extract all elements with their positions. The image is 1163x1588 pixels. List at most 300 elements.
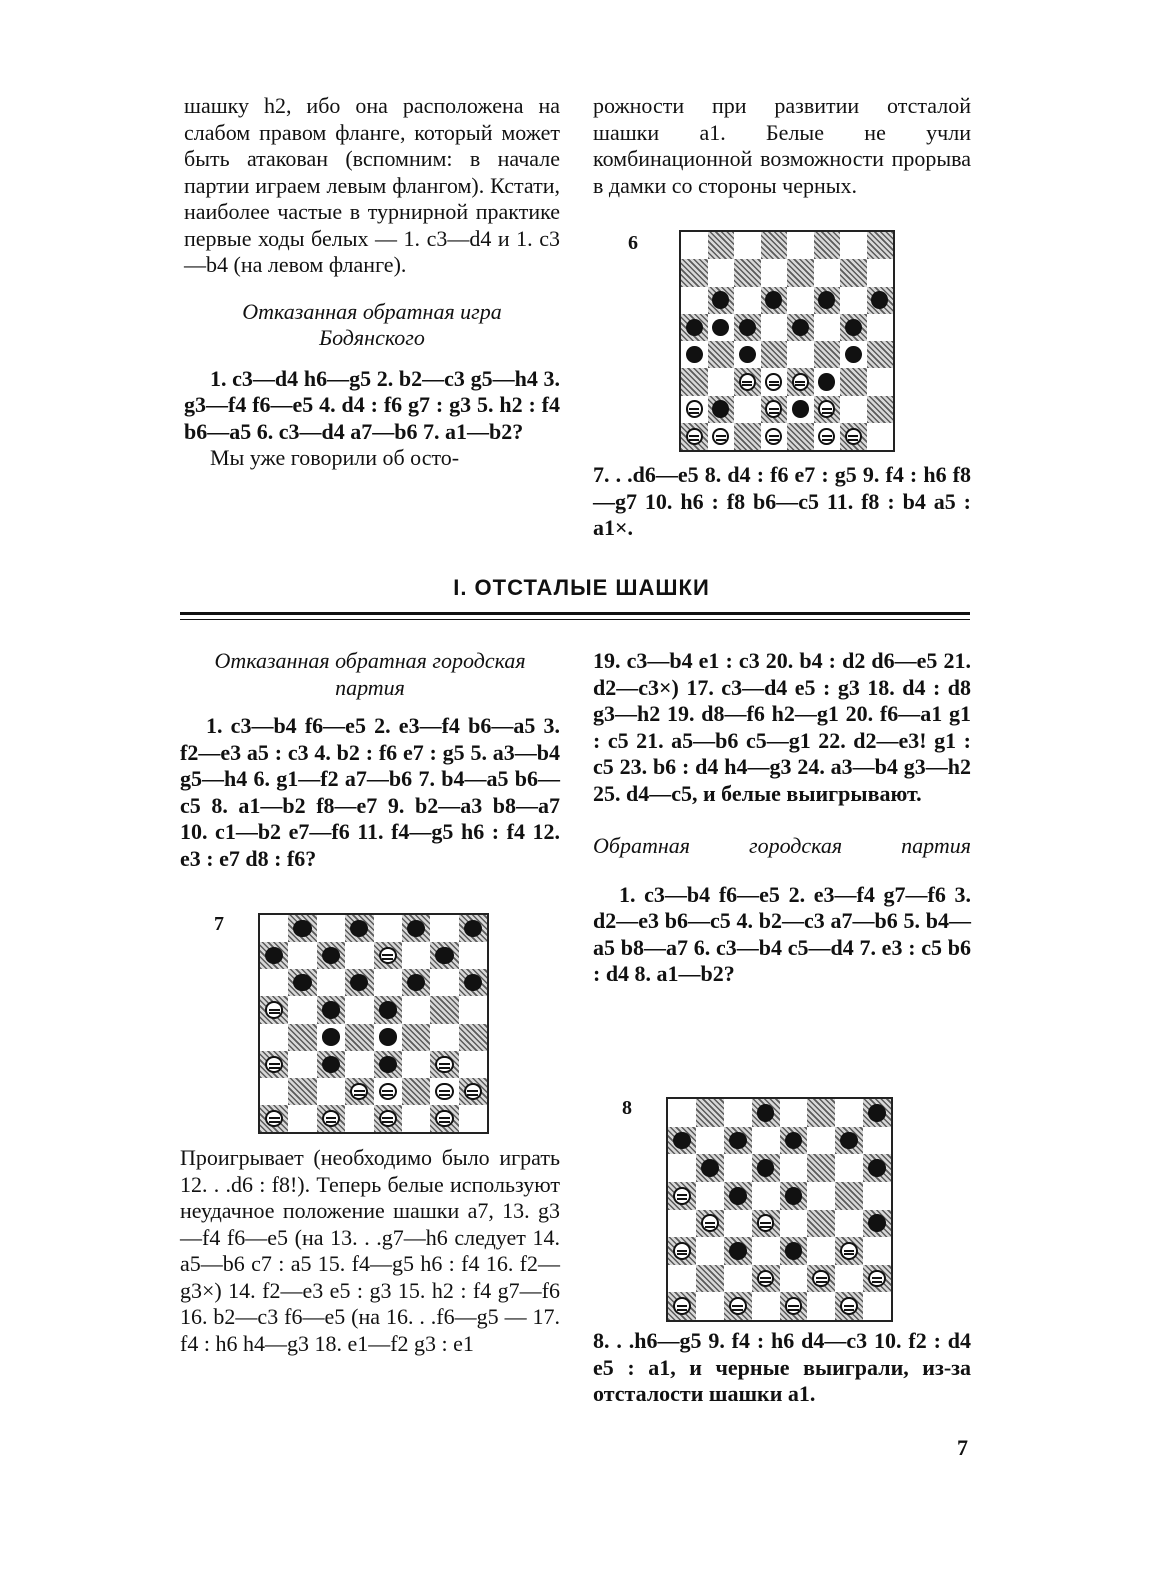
board-square [814, 314, 841, 341]
board-square [696, 1237, 724, 1265]
board-square [807, 1099, 835, 1127]
board-square [863, 1099, 891, 1127]
black-checker [757, 1159, 775, 1177]
board-square [459, 969, 487, 996]
white-checker [350, 1083, 368, 1100]
board-square [787, 232, 814, 259]
bottom-right-column [593, 648, 971, 988]
white-checker [435, 1083, 453, 1100]
board-square [430, 969, 458, 996]
white-checker [673, 1297, 691, 1315]
board-square [814, 368, 841, 395]
board-square [374, 1051, 402, 1078]
white-checker [785, 1297, 803, 1315]
board-square [260, 942, 288, 969]
board-square [317, 1024, 345, 1051]
board-square [681, 341, 708, 368]
white-checker [673, 1187, 691, 1205]
black-checker [686, 319, 703, 336]
black-checker [686, 346, 703, 363]
board-square [696, 1265, 724, 1293]
board-square [681, 423, 708, 450]
board-square [752, 1265, 780, 1293]
board-square [835, 1099, 863, 1127]
black-checker [379, 1001, 397, 1018]
black-checker [729, 1187, 747, 1205]
board-square [668, 1292, 696, 1320]
black-checker [729, 1132, 747, 1150]
black-checker [818, 373, 835, 390]
black-checker [868, 1104, 886, 1122]
black-checker [785, 1132, 803, 1150]
board-square [459, 1078, 487, 1105]
white-checker [792, 373, 809, 390]
black-checker [845, 319, 862, 336]
white-checker [729, 1297, 747, 1315]
board-square [780, 1127, 808, 1155]
board-square [780, 1182, 808, 1210]
white-checker [265, 1001, 283, 1018]
board-square [787, 259, 814, 286]
white-checker [845, 428, 862, 445]
board-square [780, 1237, 808, 1265]
black-checker [322, 1056, 340, 1073]
board-square [807, 1210, 835, 1238]
board-square [459, 942, 487, 969]
board-square [317, 915, 345, 942]
board-square [708, 423, 735, 450]
board-square [374, 1078, 402, 1105]
board-square [459, 1024, 487, 1051]
board-square [374, 969, 402, 996]
board-square [724, 1154, 752, 1182]
board-square [402, 1105, 430, 1132]
black-checker [322, 1028, 340, 1045]
board-square [708, 341, 735, 368]
board-square [780, 1099, 808, 1127]
white-checker [712, 428, 729, 445]
board-square [814, 341, 841, 368]
board-square [681, 396, 708, 423]
board-square [835, 1237, 863, 1265]
board-8 [666, 1097, 893, 1322]
board-square [345, 996, 373, 1023]
board-square [459, 915, 487, 942]
board-square [734, 314, 761, 341]
board-7-label: 7 [214, 913, 224, 935]
white-checker [757, 1214, 775, 1232]
board-square [430, 1024, 458, 1051]
white-checker [765, 428, 782, 445]
black-checker [379, 1028, 397, 1045]
board-square [317, 1078, 345, 1105]
black-checker [739, 319, 756, 336]
board-square [430, 1105, 458, 1132]
board-square [787, 341, 814, 368]
board-square [724, 1237, 752, 1265]
heading-rule-thin [180, 619, 970, 620]
white-checker [379, 947, 397, 964]
board-square [374, 942, 402, 969]
board-square [807, 1265, 835, 1293]
black-checker [757, 1104, 775, 1122]
board-square [317, 942, 345, 969]
page-number: 7 [957, 1435, 968, 1460]
board-square [374, 996, 402, 1023]
board-square [681, 259, 708, 286]
board-square [780, 1154, 808, 1182]
white-checker [379, 1083, 397, 1100]
black-checker [729, 1242, 747, 1260]
white-checker [765, 400, 782, 417]
white-checker [765, 373, 782, 390]
board-square [807, 1127, 835, 1155]
board-square [807, 1182, 835, 1210]
board-square [761, 396, 788, 423]
board-square [459, 1105, 487, 1132]
board-square [840, 287, 867, 314]
board-square [345, 1078, 373, 1105]
board-square [807, 1154, 835, 1182]
board-square [835, 1292, 863, 1320]
board-square [317, 1105, 345, 1132]
white-checker [464, 1083, 482, 1100]
board-square [696, 1154, 724, 1182]
board-square [288, 1078, 316, 1105]
board-square [696, 1182, 724, 1210]
top-right-paragraph: рожности при развитии отсталой шашки a1. Белые не учли комбинационной возможности прорыва в дамки со стороны черных. [593, 93, 971, 198]
board-6-label: 6 [628, 232, 638, 254]
board-square [840, 423, 867, 450]
board-square [867, 232, 894, 259]
board-square [787, 423, 814, 450]
board-square [288, 996, 316, 1023]
white-checker [265, 1110, 283, 1127]
board-square [734, 396, 761, 423]
board-square [681, 368, 708, 395]
bottom-right-moves: 19. c3—b4 e1 : c3 20. b4 : d2 d6—e5 21. d2—c3×) 17. c3—d4 e5 : g3 18. d4 : d8 g3—h2 19. d8—f6 h2—g1 20. f6—a1 g1 : c5 21. a5—b6 c5—g1 22. d2—e3! g1 : c5 23. b6 : d4 h4—g3 24. a3—b4 g3—h2 25. d4—c5, и белые выигрывают. [593, 648, 971, 806]
board-square [668, 1127, 696, 1155]
board-square [696, 1127, 724, 1155]
white-checker [818, 400, 835, 417]
board-square [752, 1292, 780, 1320]
board-square [724, 1182, 752, 1210]
board-square [459, 996, 487, 1023]
board-square [761, 341, 788, 368]
white-checker [379, 1110, 397, 1127]
board-square [867, 314, 894, 341]
board-square [761, 287, 788, 314]
board-square [761, 232, 788, 259]
board-square [668, 1154, 696, 1182]
board-square [734, 259, 761, 286]
board-square [288, 915, 316, 942]
section-heading: I. ОТСТАЛЫЕ ШАШКИ [453, 575, 710, 600]
white-checker [701, 1214, 719, 1232]
board-square [780, 1210, 808, 1238]
white-checker [435, 1110, 453, 1127]
board-square [708, 396, 735, 423]
board-square [708, 259, 735, 286]
board-square [724, 1265, 752, 1293]
black-checker [322, 1001, 340, 1018]
board-square [681, 287, 708, 314]
moves-bodyansky: 1. c3—d4 h6—g5 2. b2—c3 g5—h4 3. g3—f4 f6—e5 4. d4 : f6 g7 : g3 5. h2 : f4 b6—a5 6. c3—d4 a7—b6 7. a1—b2? [184, 365, 560, 444]
board-square [807, 1237, 835, 1265]
board-square [863, 1210, 891, 1238]
board-square [681, 232, 708, 259]
board-square [345, 1051, 373, 1078]
white-checker [757, 1270, 775, 1288]
board-square [807, 1292, 835, 1320]
board-square [260, 1078, 288, 1105]
board-square [867, 396, 894, 423]
board-square [835, 1182, 863, 1210]
board-square [814, 232, 841, 259]
board-square [863, 1182, 891, 1210]
board-square [260, 1024, 288, 1051]
board-square [840, 396, 867, 423]
black-checker [845, 346, 862, 363]
black-checker [765, 291, 782, 308]
bottom-left-paragraph: Проигрывает (необходимо было играть 12. . .d6 : f8!). Теперь белые используют неудачное положение шашки a7, 13. g3—f4 f6—e5 (на 13. . .g7—h6 следует 14. a5—b6 c7 : a5 15. f4—g5 h6 : f4 16. f2—g3×) 14. f2—e3 e5 : g3 15. h2 : f4 g7—f6 16. b2—c3 f6—e5 (на 16. . .f6—g5 — 17. f4 : h6 h4—g3 18. e1—f2 g3 : e1 [180, 1145, 560, 1356]
board-square [345, 915, 373, 942]
board-square [787, 287, 814, 314]
board-square [780, 1292, 808, 1320]
board-square [374, 1024, 402, 1051]
white-checker [739, 373, 756, 390]
black-checker [322, 947, 340, 964]
board-square [863, 1265, 891, 1293]
board-square [681, 314, 708, 341]
black-checker [407, 974, 425, 991]
board-square [724, 1292, 752, 1320]
board-square [734, 232, 761, 259]
white-checker [435, 1056, 453, 1073]
black-checker [868, 1159, 886, 1177]
board-7 [258, 913, 489, 1134]
board-square [668, 1210, 696, 1238]
white-checker [686, 400, 703, 417]
board-square [260, 915, 288, 942]
board-square [787, 368, 814, 395]
top-right-moves: 7. . .d6—e5 8. d4 : f6 e7 : g5 9. f4 : h6 f8—g7 10. h6 : f8 b6—c5 11. f8 : b4 a5 : a1×. [593, 462, 971, 540]
black-checker [293, 974, 311, 991]
moves-after-board-6 [593, 462, 971, 542]
board-square [668, 1237, 696, 1265]
board-square [708, 314, 735, 341]
board-square [835, 1210, 863, 1238]
black-checker [818, 291, 835, 308]
board-square [863, 1154, 891, 1182]
black-checker [840, 1132, 858, 1150]
game-title-bodyansky: Отказанная обратная игра Бодянского [242, 298, 502, 350]
board-square [374, 915, 402, 942]
board-square [724, 1099, 752, 1127]
board-square [867, 368, 894, 395]
black-checker [871, 291, 888, 308]
black-checker [435, 947, 453, 964]
board-square [317, 1051, 345, 1078]
board-square [459, 1051, 487, 1078]
top-left-paragraph: шашку h2, ибо она расположена на слабом правом фланге, который может быть атакован (вспомним: в начале партии играем левым флангом). Кстати, наиболее частые в турнирной практике первые ходы белых — 1. c3—d4 и 1. c3—b4 (на левом фланге). [184, 93, 560, 277]
white-checker [322, 1110, 340, 1127]
board-square [402, 942, 430, 969]
moves-city-reverse: 1. c3—b4 f6—e5 2. e3—f4 g7—f6 3. d2—e3 b6—c5 4. b2—c3 a7—b6 5. b4—a5 b8—a7 6. c3—b4 c5—d4 7. e3 : c5 b6 : d4 8. a1—b2? [593, 881, 971, 986]
moves-city-declined: 1. c3—b4 f6—e5 2. e3—f4 b6—a5 3. f2—e3 a5 : c3 4. b2 : f6 e7 : g5 5. a3—b4 g5—h4 6. g1—f2 a7—b6 7. b4—a5 b6—c5 8. a1—b2 f8—e7 9. b2—a3 b8—a7 10. c1—b2 e7—f6 11. f4—g5 h6 : f4 12. e3 : e7 d8 : f6? [180, 713, 560, 871]
board-square [734, 341, 761, 368]
board-square [430, 915, 458, 942]
game-title-city: Отказанная обратная городская партия [214, 648, 526, 700]
board-square [345, 969, 373, 996]
board-square [696, 1292, 724, 1320]
board-square [814, 287, 841, 314]
white-checker [686, 428, 703, 445]
board-square [402, 915, 430, 942]
white-checker [840, 1297, 858, 1315]
board-square [288, 942, 316, 969]
board-square [734, 287, 761, 314]
board-square [752, 1099, 780, 1127]
board-square [752, 1127, 780, 1155]
board-square [430, 1078, 458, 1105]
board-square [835, 1154, 863, 1182]
board-square [814, 259, 841, 286]
board-square [840, 232, 867, 259]
board-square [668, 1265, 696, 1293]
board-square [863, 1292, 891, 1320]
black-checker [293, 920, 311, 937]
board-square [402, 1078, 430, 1105]
top-right-column [593, 93, 971, 199]
board-square [708, 368, 735, 395]
board-square [708, 287, 735, 314]
black-checker [739, 346, 756, 363]
black-checker [712, 319, 729, 336]
board-square [696, 1099, 724, 1127]
board-square [724, 1210, 752, 1238]
board-8-label: 8 [622, 1097, 632, 1119]
board-square [708, 232, 735, 259]
board-square [787, 396, 814, 423]
board-square [402, 1024, 430, 1051]
board-square [761, 368, 788, 395]
black-checker [350, 974, 368, 991]
white-checker [812, 1270, 830, 1288]
board-square [752, 1154, 780, 1182]
black-checker [673, 1132, 691, 1150]
board-square [867, 259, 894, 286]
board-square [787, 314, 814, 341]
board-square [724, 1127, 752, 1155]
top-left-column [184, 93, 560, 472]
black-checker [464, 974, 482, 991]
black-checker [701, 1159, 719, 1177]
black-checker [868, 1214, 886, 1232]
board-square [814, 396, 841, 423]
board-square [867, 341, 894, 368]
board-square [867, 287, 894, 314]
board-square [317, 996, 345, 1023]
board-square [345, 1105, 373, 1132]
black-checker [379, 1056, 397, 1073]
bottom-right-end [593, 1328, 971, 1408]
board-square [374, 1105, 402, 1132]
board-square [696, 1210, 724, 1238]
board-square [260, 1051, 288, 1078]
board-square [734, 368, 761, 395]
board-square [835, 1127, 863, 1155]
board-square [260, 1105, 288, 1132]
board-square [835, 1265, 863, 1293]
board-square [668, 1182, 696, 1210]
bottom-left-text [180, 1145, 560, 1357]
white-checker [265, 1056, 283, 1073]
board-square [780, 1265, 808, 1293]
bottom-right-paragraph: 8. . .h6—g5 9. f4 : h6 d4—c3 10. f2 : d4 e5 : a1, и черные выиграли, из-за отсталости шашки a1. [593, 1328, 971, 1406]
board-square [668, 1099, 696, 1127]
bottom-left-column [180, 648, 560, 872]
white-checker [868, 1270, 886, 1288]
board-square [345, 942, 373, 969]
board-square [260, 996, 288, 1023]
board-square [317, 969, 345, 996]
board-square [288, 1051, 316, 1078]
board-square [867, 423, 894, 450]
white-checker [673, 1242, 691, 1260]
black-checker [265, 947, 283, 964]
black-checker [792, 400, 809, 417]
board-square [840, 341, 867, 368]
board-square [814, 423, 841, 450]
black-checker [712, 400, 729, 417]
board-square [402, 996, 430, 1023]
board-square [752, 1237, 780, 1265]
board-6 [679, 230, 895, 452]
board-square [863, 1127, 891, 1155]
board-square [288, 1105, 316, 1132]
board-square [840, 259, 867, 286]
white-checker [818, 428, 835, 445]
board-square [761, 423, 788, 450]
black-checker [464, 920, 482, 937]
board-square [288, 1024, 316, 1051]
board-square [761, 259, 788, 286]
black-checker [792, 319, 809, 336]
black-checker [712, 291, 729, 308]
board-square [430, 1051, 458, 1078]
board-square [840, 368, 867, 395]
board-square [734, 423, 761, 450]
board-square [863, 1237, 891, 1265]
heading-rule [180, 612, 970, 615]
board-square [288, 969, 316, 996]
white-checker [840, 1242, 858, 1260]
black-checker [785, 1187, 803, 1205]
game-title-city-reverse: Обратная городская партия [593, 833, 971, 858]
black-checker [785, 1242, 803, 1260]
black-checker [350, 920, 368, 937]
board-square [260, 969, 288, 996]
top-left-paragraph-end: Мы уже говорили об осто- [210, 445, 460, 470]
black-checker [407, 920, 425, 937]
board-square [761, 314, 788, 341]
board-square [430, 942, 458, 969]
board-square [752, 1182, 780, 1210]
board-square [402, 1051, 430, 1078]
board-square [752, 1210, 780, 1238]
board-square [430, 996, 458, 1023]
